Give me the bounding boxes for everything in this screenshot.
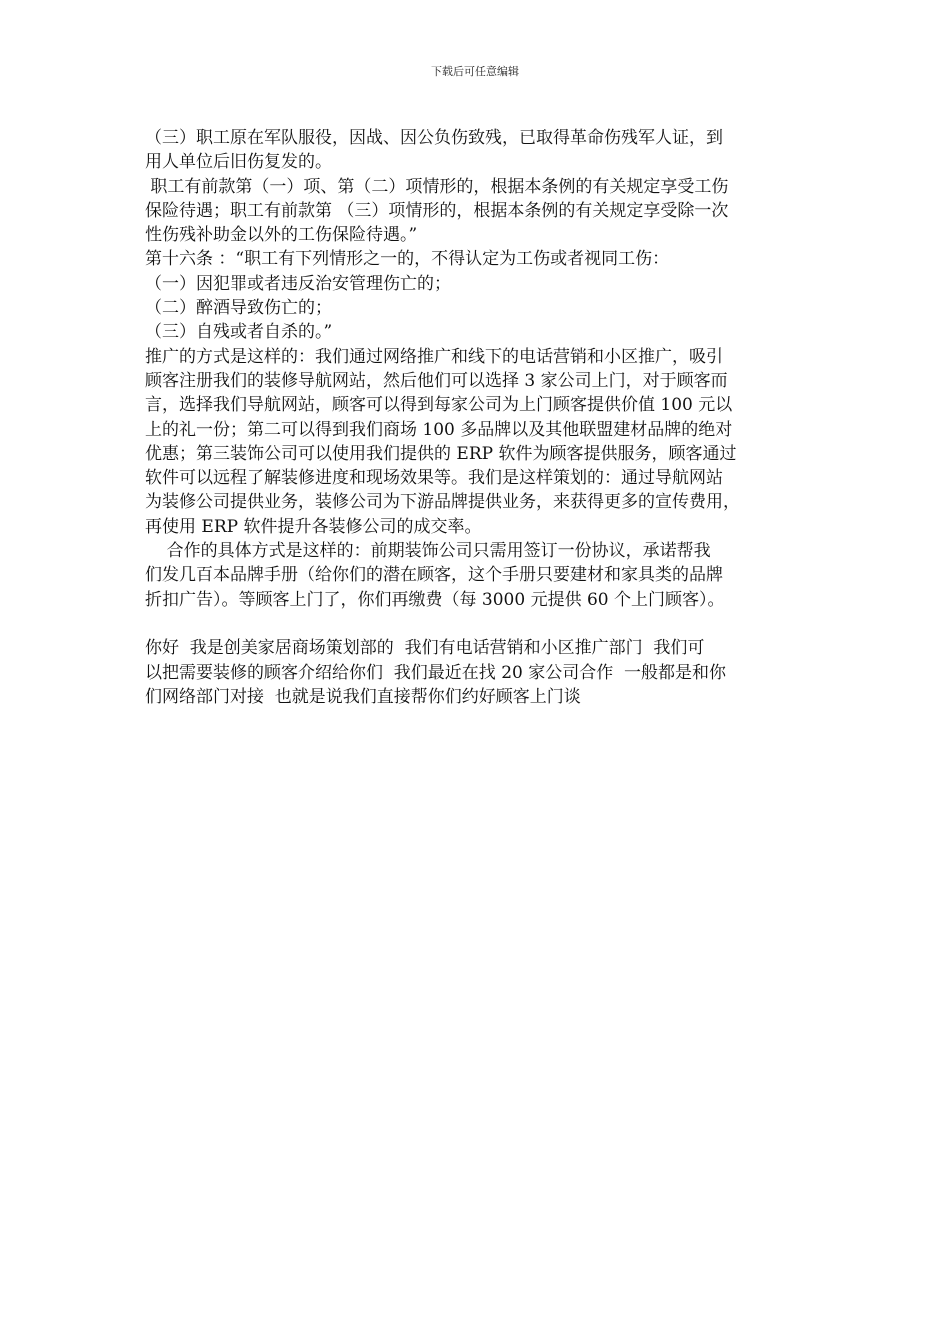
text-line: （三）自残或者自杀的。”: [145, 322, 333, 343]
text-line: 上的礼一份；第二可以得到我们商场 100 多品牌以及其他联盟建材品牌的绝对: [145, 419, 733, 440]
text-line: 合作的具体方式是这样的：前期装饰公司只需用签订一份协议，承诺帮我: [145, 541, 711, 562]
text-line: （二）醉酒导致伤亡的；: [145, 298, 332, 319]
text-line: 优惠；第三装饰公司可以使用我们提供的 ERP 软件为顾客提供服务，顾客通过: [145, 443, 737, 464]
text-line: 们网络部门对接 也就是说我们直接帮你们约好顾客上门谈: [145, 686, 581, 707]
text-line: 用人单位后旧伤复发的。: [145, 152, 332, 173]
text-line: 为装修公司提供业务，装修公司为下游品牌提供业务，来获得更多的宣传费用，: [145, 492, 740, 513]
text-line: 性伤残补助金以外的工伤保险待遇。”: [145, 225, 418, 246]
page-header: 下载后可任意编辑: [431, 65, 519, 78]
text-line: 职工有前款第（一）项、第（二）项情形的，根据本条例的有关规定享受工伤: [145, 176, 729, 197]
text-line: 折扣广告）。等顾客上门了，你们再缴费（每 3000 元提供 60 个上门顾客）。: [145, 589, 725, 610]
text-line: 再使用 ERP 软件提升各装修公司的成交率。: [145, 516, 482, 537]
text-line: 推广的方式是这样的：我们通过网络推广和线下的电话营销和小区推广，吸引: [145, 346, 723, 367]
text-line: （三）职工原在军队服役，因战、因公负伤致残，已取得革命伤残军人证，到: [145, 128, 723, 148]
text-line: 软件可以远程了解装修进度和现场效果等。我们是这样策划的：通过导航网站: [145, 468, 723, 489]
text-line: 你好 我是创美家居商场策划部的 我们有电话营销和小区推广部门 我们可: [145, 638, 705, 659]
blank-line: [145, 612, 807, 636]
document-body: [145, 126, 807, 709]
text-line: 保险待遇；职工有前款第 （三）项情形的，根据本条例的有关规定享受除一次: [145, 200, 729, 221]
text-line: 们发几百本品牌手册（给你们的潜在顾客，这个手册只要建材和家具类的品牌: [145, 565, 723, 586]
text-line: 言，选择我们导航网站，顾客可以得到每家公司为上门顾客提供价值 100 元以: [145, 395, 733, 416]
text-line: 第十六条 ：“职工有下列情形之一的，不得认定为工伤或者视同工伤：: [145, 249, 670, 270]
text-line: 以把需要装修的顾客介绍给你们 我们最近在找 20 家公司合作 一般都是和你: [145, 662, 727, 683]
text-line: 顾客注册我们的装修导航网站，然后他们可以选择 3 家公司上门，对于顾客而: [145, 370, 728, 391]
text-line: （一）因犯罪或者违反治安管理伤亡的；: [145, 273, 451, 294]
